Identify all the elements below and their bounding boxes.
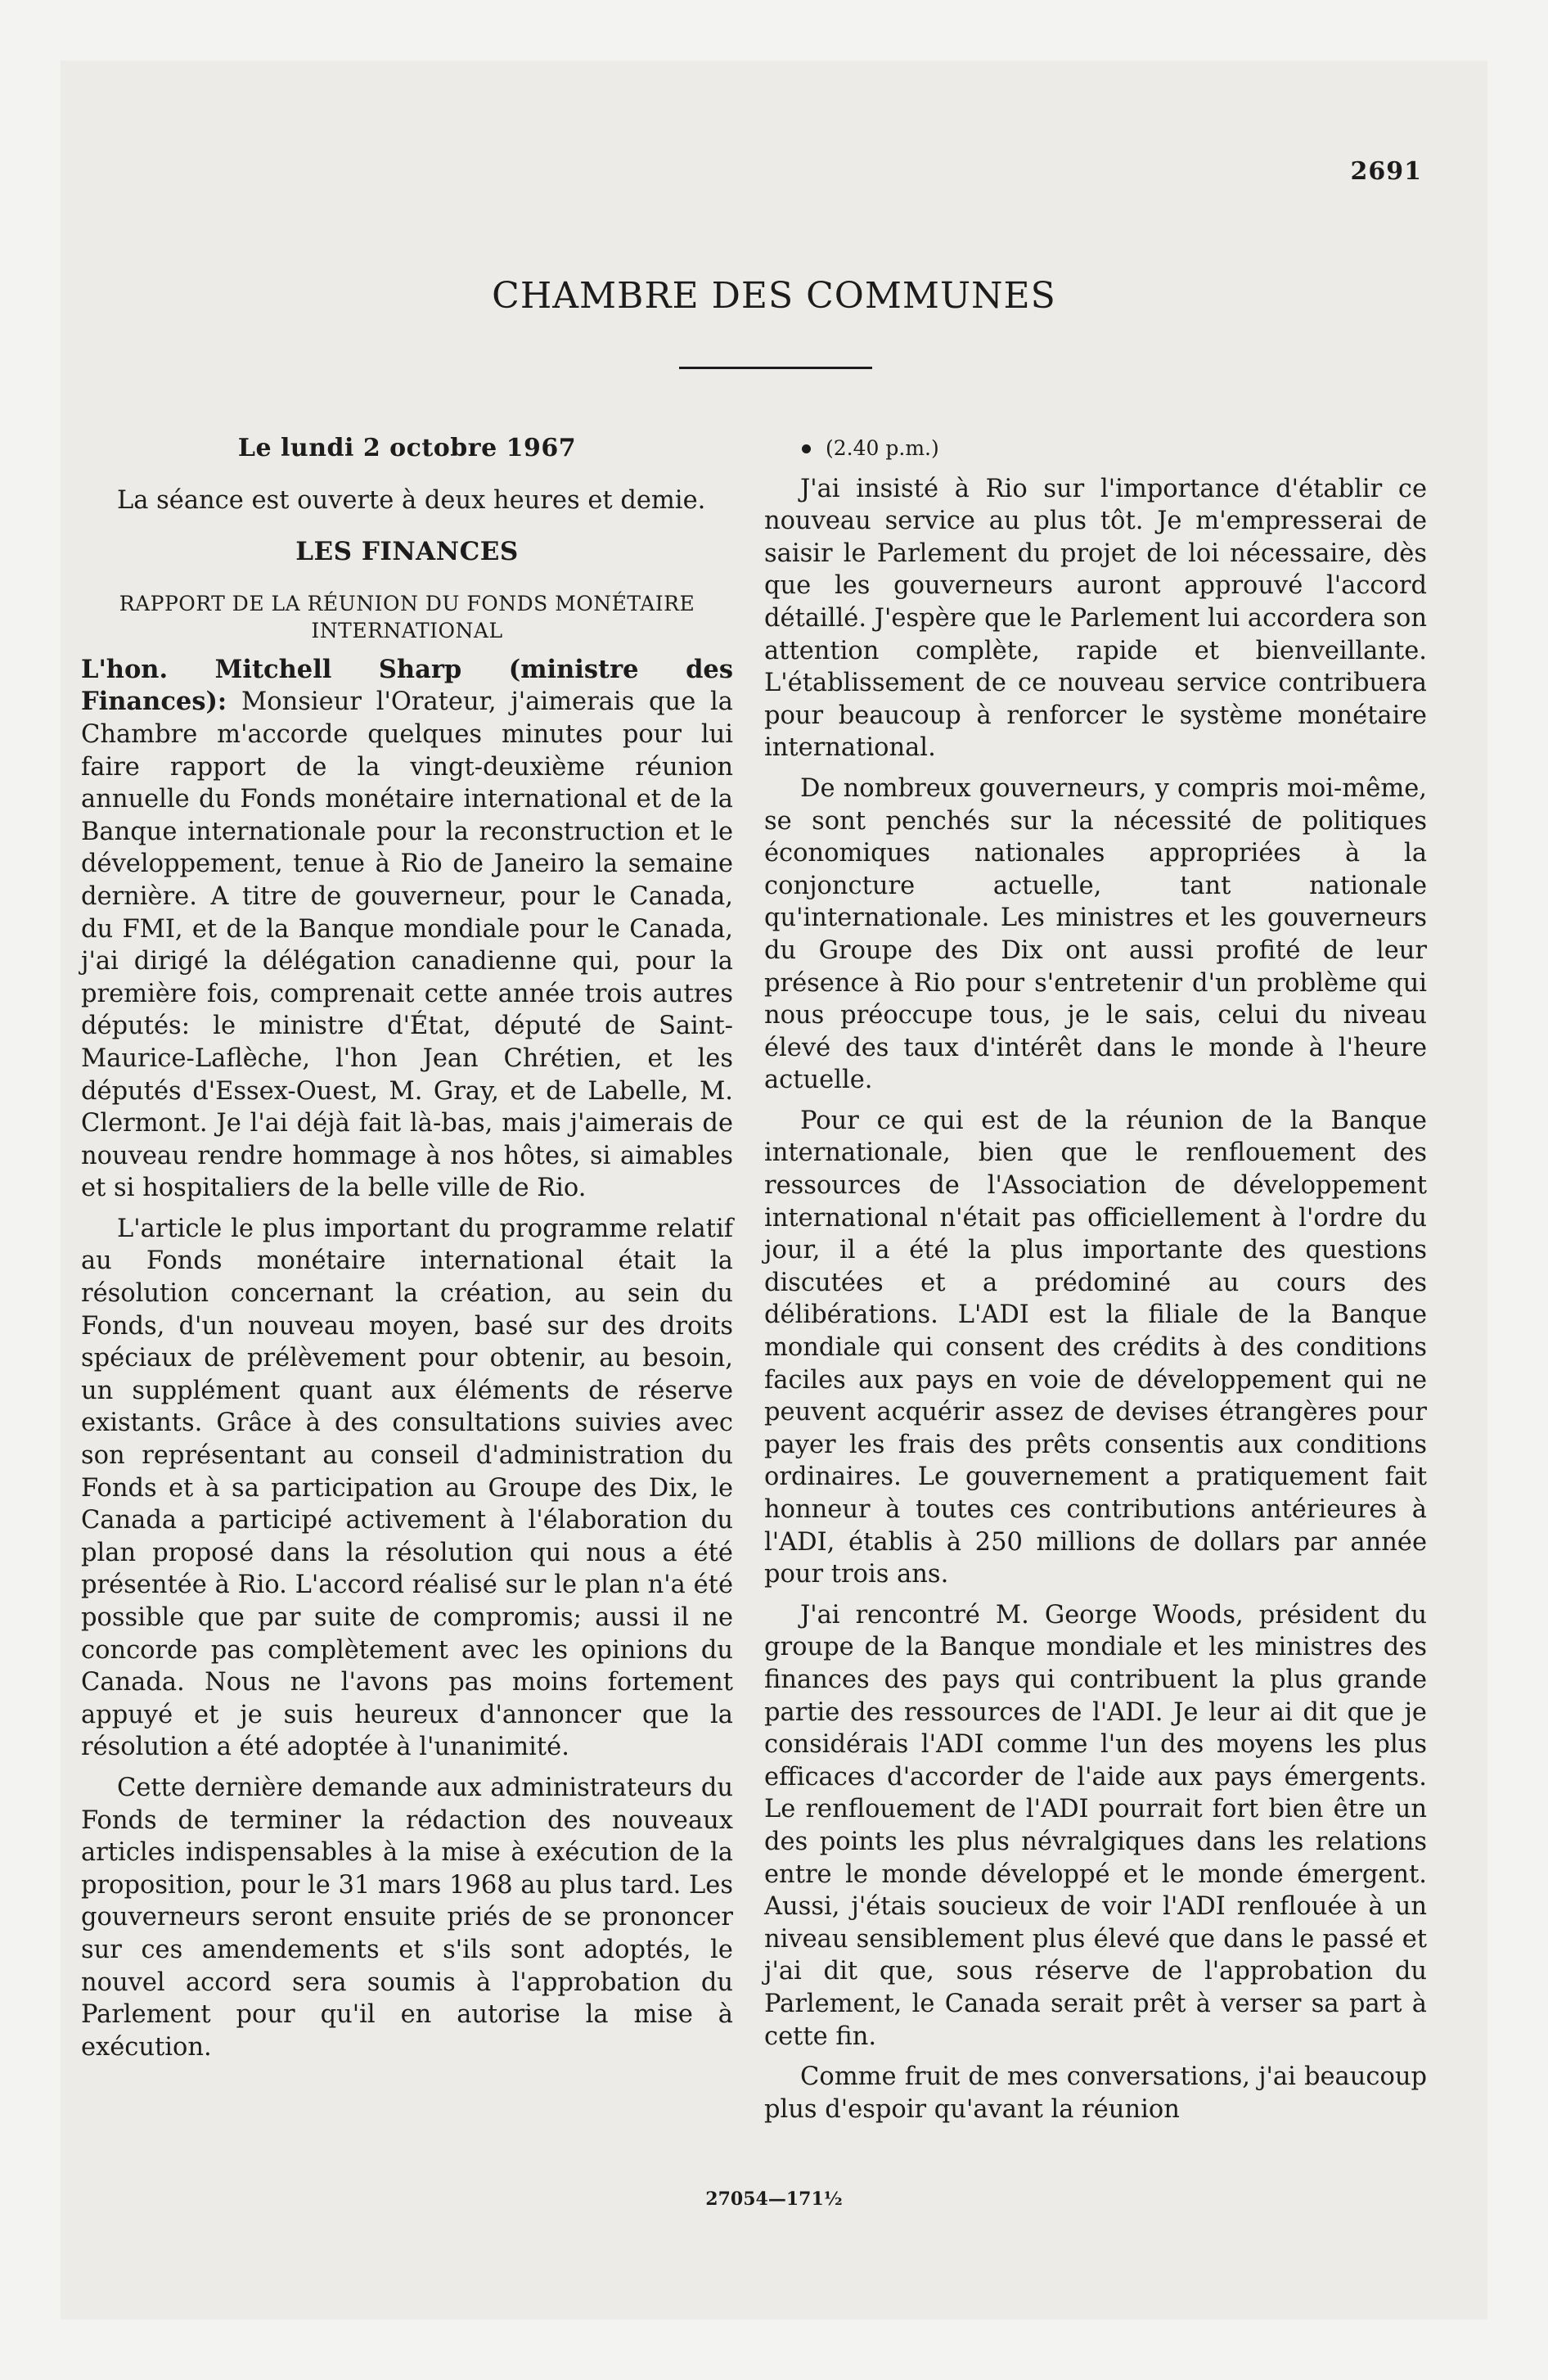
speech-paragraph: J'ai rencontré M. George Woods, président du groupe de la Banque mondiale et les ministres des finances des pays qui contribuent la plus grande partie des ressources de l'ADI. Je leur ai dit que je considérais l'ADI comme l'un des moyens les plus efficaces d'accorder de l'aide aux pays émergents. Le renflouement de l'ADI pourrait fort bien être un des points les plus névralgiques dans les relations entre le monde développé et le monde émergent. Aussi, j'étais soucieux de voir l'ADI renflouée à un niveau sensiblement plus élevé que dans le passé et j'ai dit que, sous réserve de l'approbation du Parlement, le Canada serait prêt à verser sa part à cette fin. [764, 1600, 1427, 2051]
speech-text: Monsieur l'Orateur, j'aimerais que la Chambre m'accorde quelques minutes pour lui faire rapport de la vingt-deuxième réunion annuelle du Fonds monétaire international et de la Banque internationale pour la reconstruction et le développement, tenue à Rio de Janeiro la semaine dernière. A titre de gouverneur, pour le Canada, du FMI, et de la Banque mondiale pour le Canada, j'ai dirigé la délégation canadienne qui, pour la première fois, comprenait cette année trois autres députés: le ministre d'État, député de Saint-Maurice-Laflèche, l'hon Jean Chrétien, et les députés d'Essex-Ouest, M. Gray, et de Labelle, M. Clermont. Je l'ai déjà fait là-bas, mais j'aimerais de nouveau rendre hommage à nos hôtes, si aimables et si hospitaliers de la belle ville de Rio. [81, 687, 733, 1203]
right-column [764, 432, 1427, 2134]
chamber-title: CHAMBRE DES COMMUNES [492, 275, 1056, 317]
speaker-name: L'hon. Mitchell Sharp (ministre des Finances): [81, 654, 733, 717]
printer-code: 27054—171½ [705, 2188, 843, 2210]
time-marker-text: (2.40 p.m.) [826, 436, 939, 460]
left-column [81, 432, 733, 2071]
speech-paragraph: Comme fruit de mes conversations, j'ai beaucoup plus d'espoir qu'avant la réunion [764, 2062, 1427, 2124]
sitting-date: Le lundi 2 octobre 1967 [237, 434, 577, 462]
page-number: 2691 [1350, 157, 1422, 186]
speech-paragraph: L'article le plus important du programme relatif au Fonds monétaire international était la résolution concernant la création, au sein du Fonds, d'un nouveau moyen, basé sur des droits spéciaux de prélèvement pour obtenir, au besoin, un supplément quant aux éléments de réserve existants. Grâce à des consultations suivies avec son représentant au conseil d'administration du Fonds et à sa participation au Groupe des Dix, le Canada a participé activement à l'élaboration du plan proposé dans la résolution qui nous a été présentée à Rio. L'accord réalisé sur le plan n'a été possible que par suite de compromis; aussi il ne concorde pas complètement avec les opinions du Canada. Nous ne l'avons pas moins fortement appuyé et je suis heureux d'annoncer que la résolution a été adoptée à l'unanimité. [81, 1214, 733, 1762]
time-marker [764, 432, 1427, 465]
speech-paragraph: Pour ce qui est de la réunion de la Banque internationale, bien que le renflouement des ressources de l'Association de développement international n'était pas officiellement à l'ordre du jour, il a été la plus importante des questions discutées et a prédominé au cours des délibérations. L'ADI est la filiale de la Banque mondiale qui consent des crédits à des conditions faciles aux pays en voie de développement qui ne peuvent acquérir assez de devises étrangères pour payer les frais des prêts consentis aux conditions ordinaires. Le gouvernement a pratiquement fait honneur à toutes ces contributions antérieures à l'ADI, établis à 250 millions de dollars par année pour trois ans. [764, 1106, 1427, 1589]
title-divider [679, 367, 872, 369]
section-heading: LES FINANCES [295, 537, 519, 567]
hansard-page [61, 61, 1487, 2319]
opening-paragraph: La séance est ouverte à deux heures et demie. [117, 485, 706, 515]
subsection-heading: RAPPORT DE LA RÉUNION DU FONDS MONÉTAIRE INTERNATIONAL [119, 591, 695, 642]
speech-paragraph [81, 654, 733, 1205]
speech-paragraph: De nombreux gouverneurs, y compris moi-même, se sont penchés sur la nécessité de politiques économiques nationales appropriées à la conjoncture actuelle, tant nationale qu'internationale. Les ministres et les gouverneurs du Groupe des Dix ont aussi profité de leur présence à Rio pour s'entretenir d'un problème qui nous préoccupe tous, je le sais, celui du niveau élevé des taux d'intérêt dans le monde à l'heure actuelle. [764, 773, 1427, 1095]
speech-paragraph: J'ai insisté à Rio sur l'importance d'établir ce nouveau service au plus tôt. Je m'empresserai de saisir le Parlement du projet de loi nécessaire, dès que les gouverneurs auront approuvé l'accord détaillé. J'espère que le Parlement lui accordera son attention complète, rapide et bienveillante. L'établissement de ce nouveau service contribuera pour beaucoup à renforcer le système monétaire international. [764, 474, 1427, 763]
speech-paragraph: Cette dernière demande aux administrateurs du Fonds de terminer la rédaction des nouveaux articles indispensables à la mise à exécution de la proposition, pour le 31 mars 1968 au plus tard. Les gouverneurs seront ensuite priés de se prononcer sur ces amendements et s'ils sont adoptés, le nouvel accord sera soumis à l'approbation du Parlement pour qu'il en autorise la mise à exécution. [81, 1773, 734, 2062]
bullet-icon [802, 444, 811, 453]
